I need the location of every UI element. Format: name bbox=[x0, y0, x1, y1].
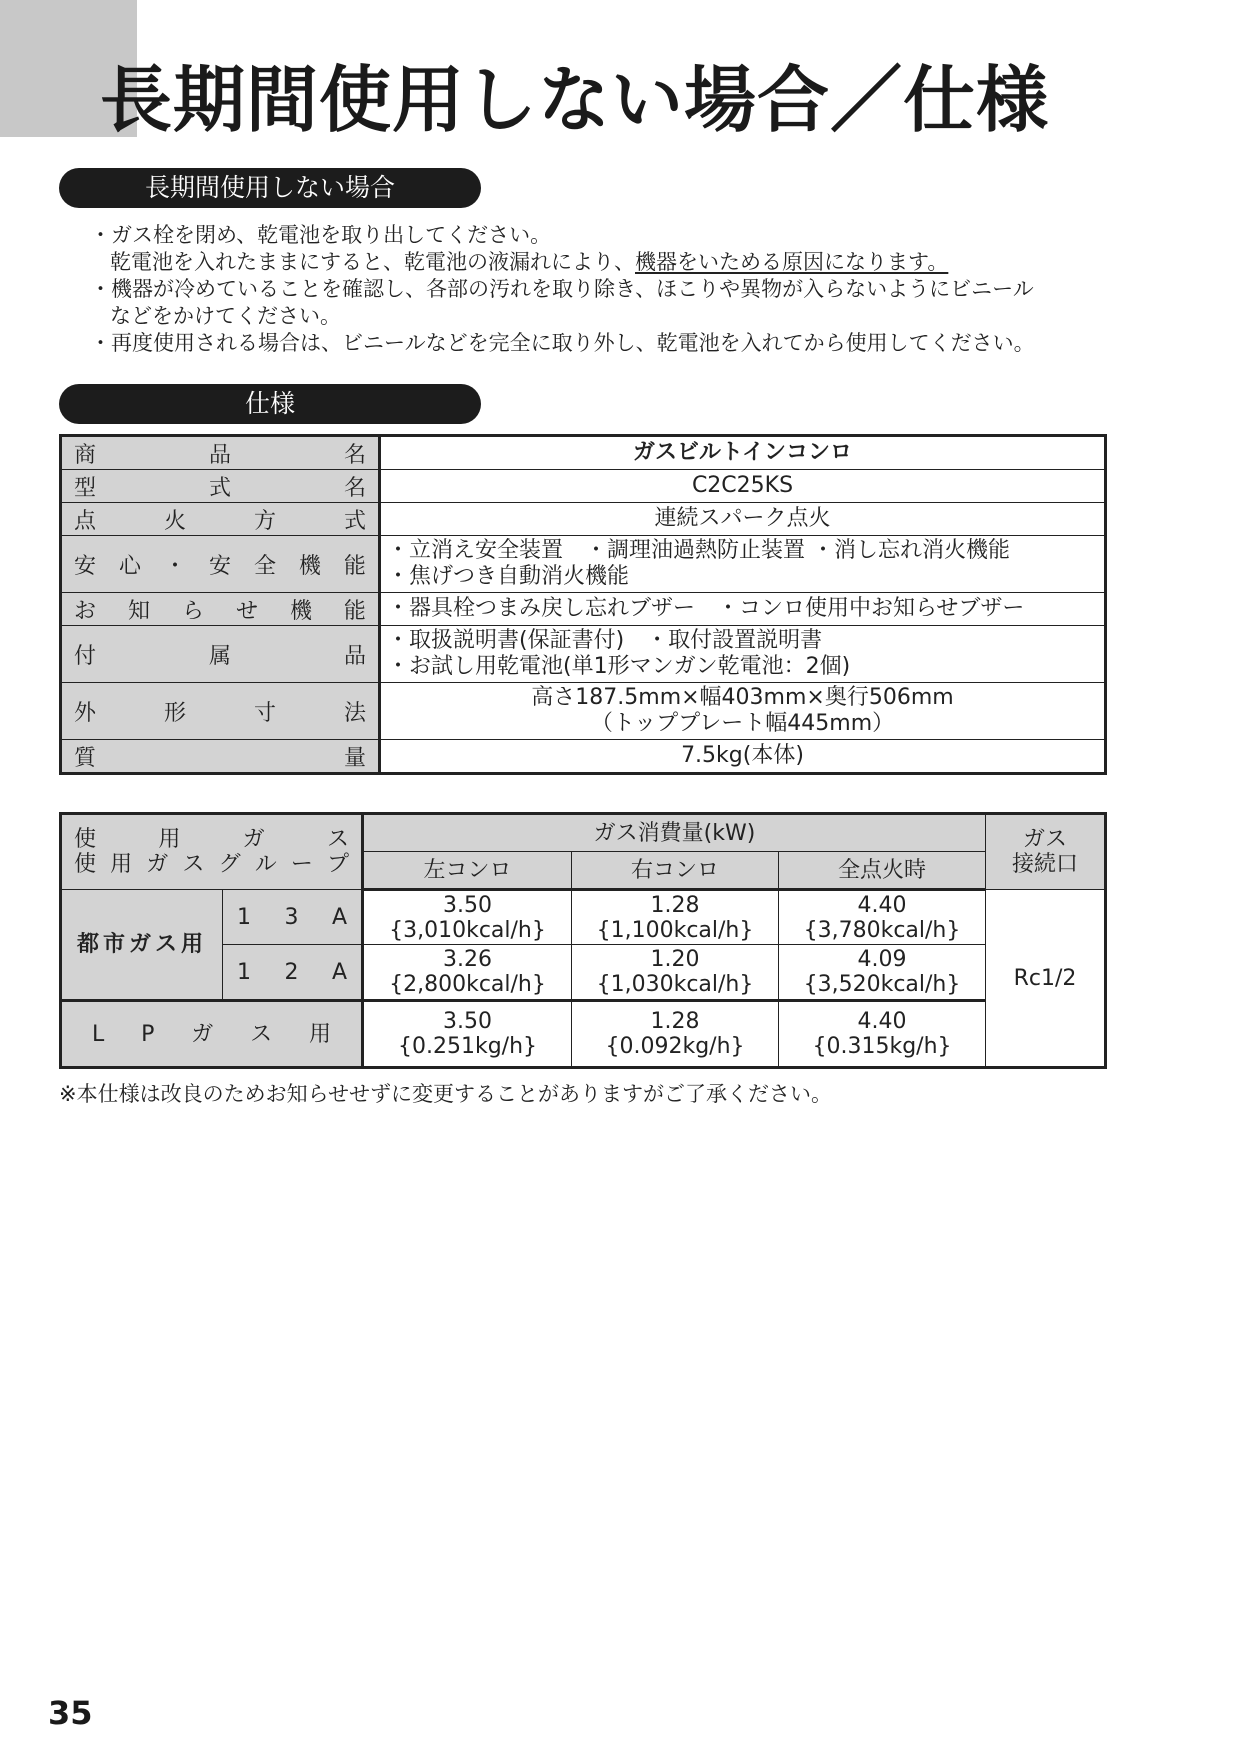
note-item: ・ ガス栓を閉め、乾電池を取り出してください。 bbox=[90, 222, 1150, 249]
all-lp: 4.40 {0.315kg/h} bbox=[779, 1001, 986, 1068]
all-13a: 4.40 {3,780kcal/h} bbox=[779, 890, 986, 945]
spec-row bbox=[61, 740, 1106, 774]
warning-underline: 機器をいためる原因になります。 bbox=[635, 250, 949, 274]
gas-group-12a: 1 2 A bbox=[223, 945, 363, 1001]
city-gas-label: 都市ガス用 bbox=[61, 890, 223, 1001]
spec-row bbox=[61, 683, 1106, 740]
spec-value: ・器具栓つまみ戻し忘れブザー ・コンロ使用中お知らせブザー bbox=[380, 593, 1106, 626]
spec-value: ・立消え安全装置 ・調理油過熱防止装置 ・消し忘れ消火機能 ・焦げつき自動消火機能 bbox=[380, 536, 1106, 593]
spec-label: 型 式 名 bbox=[61, 470, 380, 503]
spec-value: 連続スパーク点火 bbox=[380, 503, 1106, 536]
lp-gas-label: L P ガ ス 用 bbox=[61, 1001, 363, 1068]
header-gas-group: 使 用 ガ ス グ ル ー プ bbox=[74, 852, 349, 877]
spec-row bbox=[61, 503, 1106, 536]
section-heading-long-term: 長期間使用しない場合 bbox=[59, 168, 481, 208]
spec-row bbox=[61, 470, 1106, 503]
spec-value: ガスビルトインコンロ bbox=[380, 436, 1106, 470]
left-lp: 3.50 {0.251kg/h} bbox=[363, 1001, 572, 1068]
col-all-burners: 全点火時 bbox=[779, 852, 986, 890]
header-use-gas: 使 用 ガ ス bbox=[74, 827, 349, 852]
spec-value: ・取扱説明書(保証書付) ・取付設置説明書 ・お試し用乾電池(単1形マンガン乾電池：2個) bbox=[380, 626, 1106, 683]
right-lp: 1.28 {0.092kg/h} bbox=[572, 1001, 779, 1068]
gas-group-header bbox=[61, 814, 363, 890]
long-term-notes bbox=[90, 222, 1150, 357]
note-item: ・ 機器が冷めていることを確認し、各部の汚れを取り除き、ほこりや異物が入らないようにビニール bbox=[90, 276, 1150, 303]
page-number: 35 bbox=[48, 1694, 93, 1732]
spec-row bbox=[61, 436, 1106, 470]
right-13a: 1.28 {1,100kcal/h} bbox=[572, 890, 779, 945]
spec-row bbox=[61, 593, 1106, 626]
gas-consumption-table bbox=[59, 812, 1107, 1069]
page-title: 長期間使用しない場合／仕様 bbox=[100, 58, 1050, 142]
spec-label: 商 品 名 bbox=[61, 436, 380, 470]
spec-value: 7.5kg(本体) bbox=[380, 740, 1106, 774]
consumption-header: ガス消費量(kW) bbox=[363, 814, 986, 852]
footnote: ※本仕様は改良のためお知らせせずに変更することがありますがご了承ください。 bbox=[59, 1082, 832, 1106]
all-12a: 4.09 {3,520kcal/h} bbox=[779, 945, 986, 1001]
col-right-burner: 右コンロ bbox=[572, 852, 779, 890]
spec-value: C2C25KS bbox=[380, 470, 1106, 503]
gas-group-13a: 1 3 A bbox=[223, 890, 363, 945]
col-left-burner: 左コンロ bbox=[363, 852, 572, 890]
spec-row bbox=[61, 626, 1106, 683]
spec-row bbox=[61, 536, 1106, 593]
spec-value: 高さ187.5mm×幅403mm×奥行506mm （トッププレート幅445mm） bbox=[380, 683, 1106, 740]
spec-table bbox=[59, 434, 1107, 775]
left-13a: 3.50 {3,010kcal/h} bbox=[363, 890, 572, 945]
left-12a: 3.26 {2,800kcal/h} bbox=[363, 945, 572, 1001]
spec-label: 安 心 ・ 安 全 機 能 bbox=[61, 536, 380, 593]
note-item-continued: などをかけてください。 bbox=[110, 304, 341, 328]
spec-label: 外 形 寸 法 bbox=[61, 683, 380, 740]
note-item: ・ 再度使用される場合は、ビニールなどを完全に取り外し、乾電池を入れてから使用してください。 bbox=[90, 330, 1150, 357]
section-heading-specs: 仕様 bbox=[59, 384, 481, 424]
spec-label: お 知 ら せ 機 能 bbox=[61, 593, 380, 626]
connection-header: ガス 接続口 bbox=[986, 814, 1106, 890]
spec-label: 点 火 方 式 bbox=[61, 503, 380, 536]
right-12a: 1.20 {1,030kcal/h} bbox=[572, 945, 779, 1001]
note-item-continued: 乾電池を入れたままにすると、乾電池の液漏れにより、機器をいためる原因になります。 bbox=[110, 250, 949, 274]
spec-label: 付 属 品 bbox=[61, 626, 380, 683]
connection-value: Rc1/2 bbox=[986, 890, 1106, 1068]
spec-label: 質 量 bbox=[61, 740, 380, 774]
